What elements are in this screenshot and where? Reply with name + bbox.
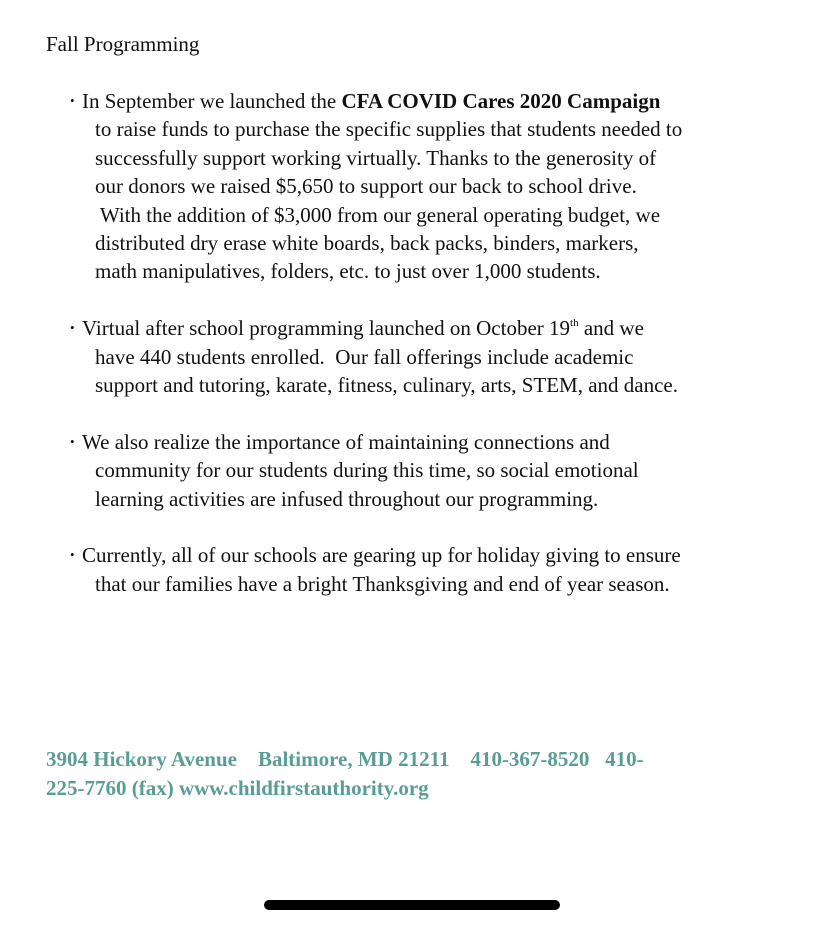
bullet-line: our donors we raised $5,650 to support our back to school drive. — [95, 174, 637, 199]
bullet-line: We also realize the importance of maintaining connections and — [82, 429, 610, 454]
bullet-line — [82, 87, 800, 115]
bullet-item-connections — [70, 428, 800, 513]
bullet-item-campaign — [70, 87, 800, 286]
bullet-line: that our families have a bright Thanksgiving and end of year season. — [95, 571, 670, 596]
bullet-line: learning activities are infused throughout our programming. — [95, 486, 599, 511]
bullet-dot-icon: • — [70, 93, 75, 108]
bullet-line: Currently, all of our schools are gearing up for holiday giving to ensure — [82, 543, 681, 568]
bullet-dot-icon: • — [70, 433, 75, 449]
virtual-launch-text-end: and we — [578, 316, 644, 341]
home-indicator-bar[interactable] — [264, 900, 560, 910]
bullet-dot-icon: • — [70, 320, 75, 336]
bullet-line: With the addition of $3,000 from our general operating budget, we — [95, 202, 661, 227]
footer-address-line: 3904 Hickory Avenue Baltimore, MD 21211 410-367-8520 410- — [46, 747, 644, 771]
bullet-line: support and tutoring, karate, fitness, culinary, arts, STEM, and dance. — [95, 373, 678, 398]
bullet-line — [82, 314, 800, 342]
programming-bullet-list — [70, 87, 800, 627]
bullet-line: community for our students during this time, so social emotional — [95, 458, 639, 483]
bullet-item-virtual-programming — [70, 314, 800, 399]
bullet-line: have 440 students enrolled. Our fall offerings include academic — [95, 344, 634, 369]
ordinal-suffix: th — [570, 317, 579, 330]
bullet-item-holiday-giving — [70, 541, 800, 598]
bullet-line: math manipulatives, folders, etc. to just over 1,000 students. — [95, 259, 601, 284]
bullet-line: to raise funds to purchase the specific supplies that students needed to — [95, 117, 683, 142]
contact-footer — [46, 745, 786, 803]
bullet-dot-icon: • — [70, 547, 75, 563]
page-heading: Fall Programming — [46, 32, 200, 56]
campaign-intro-text: In September we launched the — [82, 89, 342, 113]
campaign-name: CFA COVID Cares 2020 Campaign — [341, 89, 661, 113]
virtual-launch-text: Virtual after school programming launched on October 19 — [82, 316, 571, 341]
bullet-line: successfully support working virtually. Thanks to the generosity of — [95, 145, 657, 170]
bullet-line: distributed dry erase white boards, back packs, binders, markers, — [95, 231, 639, 256]
footer-website-line: 225-7760 (fax) www.childfirstauthority.org — [46, 776, 429, 800]
